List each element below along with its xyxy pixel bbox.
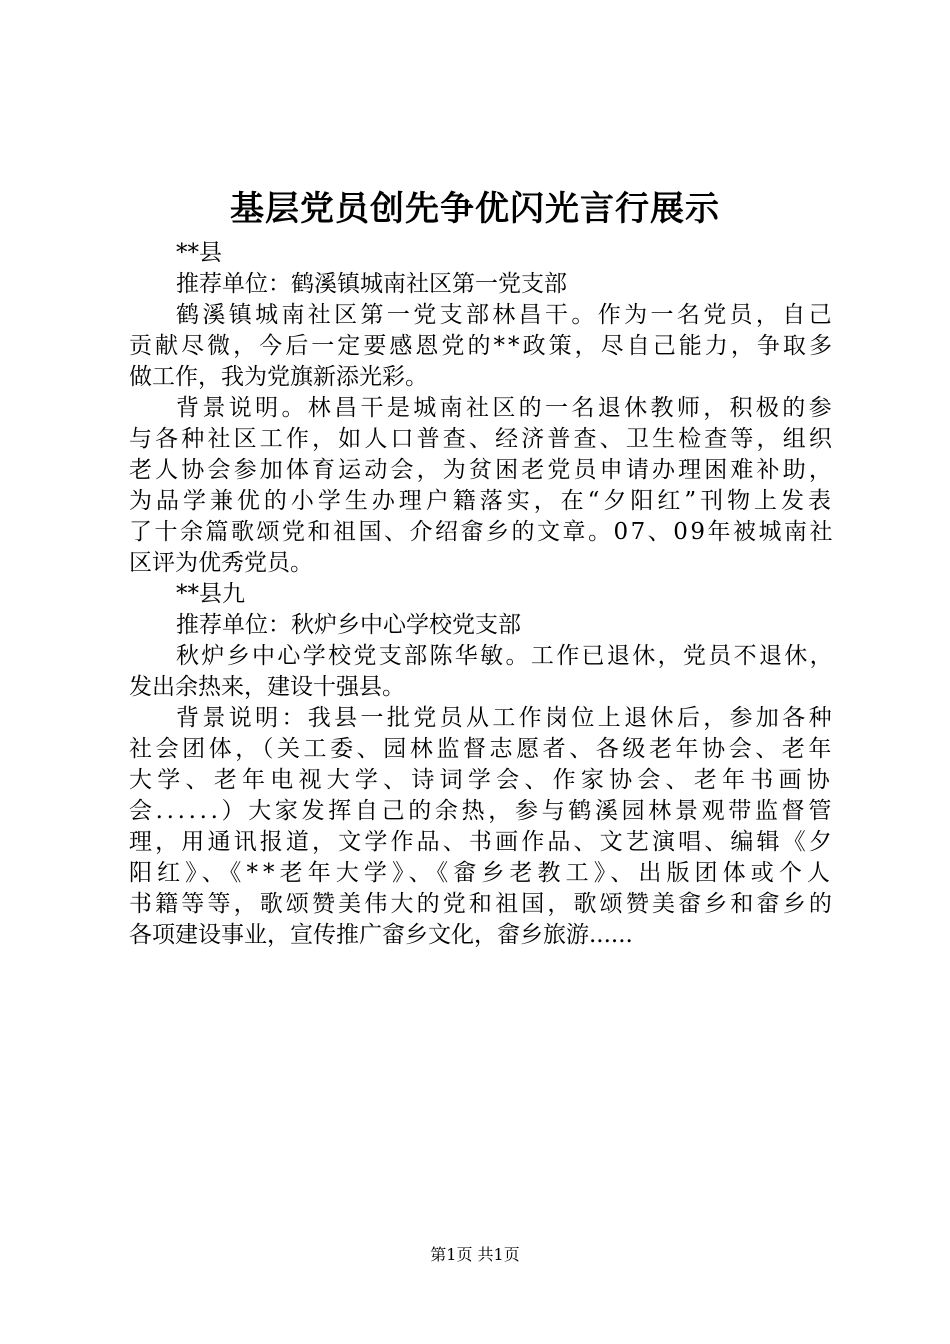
document-title: 基层党员创先争优闪光言行展示 — [230, 189, 720, 229]
page-footer: 第1页 共1页 — [430, 1245, 520, 1264]
body-line: 大学、老年电视大学、诗词学会、作家协会、老年书画协 — [129, 767, 835, 793]
body-line: 背景说明。林昌干是城南社区的一名退休教师，积极的参 — [176, 395, 835, 421]
body-line: 为品学兼优的小学生办理户籍落实，在“夕阳红”刊物上发表 — [129, 488, 835, 514]
body-line: **县 — [176, 240, 222, 266]
body-line: 各项建设事业，宣传推广畲乡文化，畲乡旅游...... — [129, 922, 633, 948]
document-body — [129, 238, 835, 951]
body-line: 贡献尽微，今后一定要感恩党的**政策，尽自己能力，争取多 — [129, 333, 835, 359]
body-line: 社会团体，（关工委、园林监督志愿者、各级老年协会、老年 — [129, 736, 835, 762]
body-line: 书籍等等，歌颂赞美伟大的党和祖国，歌颂赞美畲乡和畲乡的 — [129, 891, 835, 917]
body-line: 推荐单位：鹤溪镇城南社区第一党支部 — [176, 271, 567, 297]
body-line: 秋炉乡中心学校党支部陈华敏。工作已退休，党员不退休， — [176, 643, 835, 669]
body-line: 推荐单位：秋炉乡中心学校党支部 — [176, 612, 521, 638]
body-line: 与各种社区工作，如人口普查、经济普查、卫生检查等，组织 — [129, 426, 835, 452]
body-line: 鹤溪镇城南社区第一党支部林昌干。作为一名党员，自己 — [176, 302, 835, 328]
body-line: 阳红》、《**老年大学》、《畲乡老教工》、出版团体或个人 — [129, 860, 835, 886]
body-line: 老人协会参加体育运动会，为贫困老党员申请办理困难补助， — [129, 457, 835, 483]
body-line: 理，用通讯报道，文学作品、书画作品、文艺演唱、编辑《夕 — [129, 829, 835, 855]
body-line: 区评为优秀党员。 — [129, 550, 313, 576]
body-line: **县九 — [176, 581, 245, 607]
body-line: 背景说明：我县一批党员从工作岗位上退休后，参加各种 — [176, 705, 835, 731]
body-line: 了十余篇歌颂党和祖国、介绍畲乡的文章。07、09年被城南社 — [129, 519, 835, 545]
body-line: 会......）大家发挥自己的余热，参与鹤溪园林景观带监督管 — [129, 798, 835, 824]
body-line: 发出余热来，建设十强县。 — [129, 674, 405, 700]
body-line: 做工作，我为党旗新添光彩。 — [129, 364, 428, 390]
